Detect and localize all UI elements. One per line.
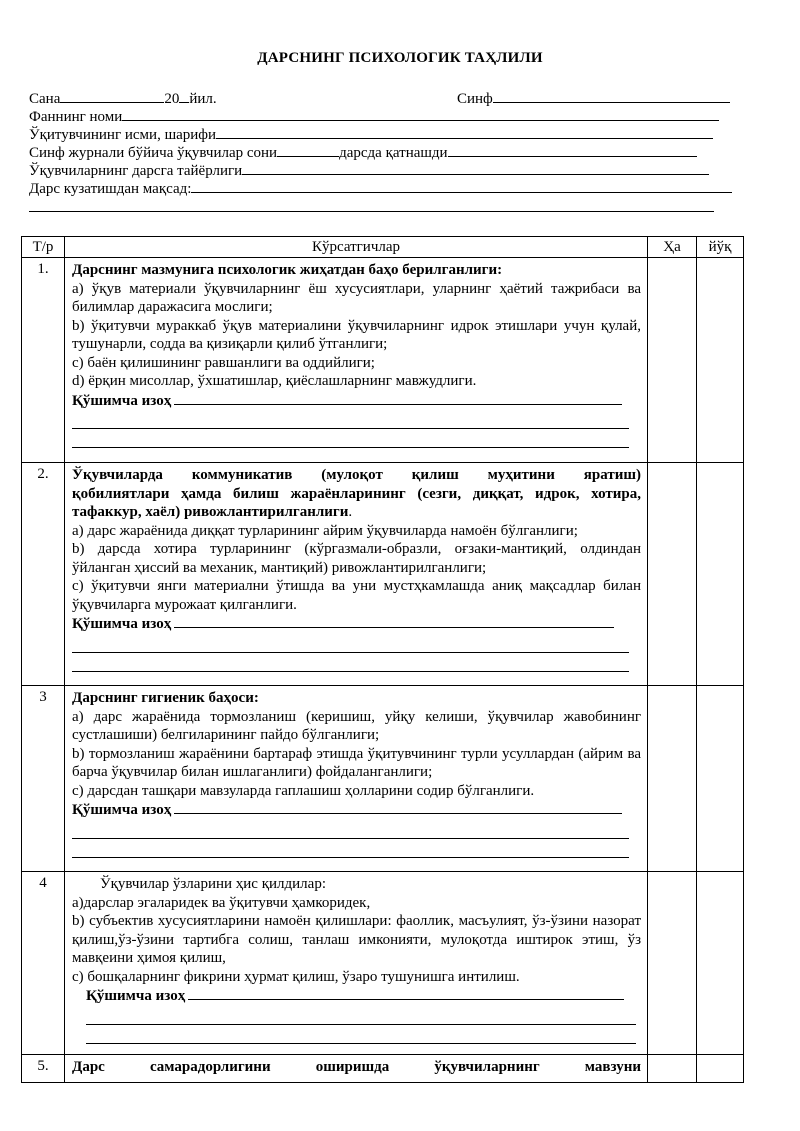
- row-number: 1.: [22, 258, 65, 463]
- note-label: Қўшимча изоҳ: [72, 392, 172, 409]
- year-suffix: йил.: [189, 91, 217, 107]
- indicator-item: а) дарс жараёнида тормозланиш (керишиш, уйқу келиши, ўқувчилар жавобининг сустлашиши) белгиларининг пайдо бўлганлиги;: [72, 708, 641, 743]
- no-cell[interactable]: [697, 872, 744, 1055]
- yes-cell[interactable]: [648, 258, 697, 463]
- indicator-item: b) субъектив хусусиятларини намоён қилишлари: фаоллик, масъулият, ўз-ўзини назорат қилиш,ўз-ўзини тартибга солиш, танлаш имконияти, мулоқотда иштирок этиш, ўз мавқеини ҳимоя қилиш,: [72, 913, 641, 966]
- table-row: [22, 872, 744, 1055]
- note-blank-line[interactable]: [72, 839, 629, 858]
- students-line: [29, 142, 697, 162]
- yes-cell[interactable]: [648, 872, 697, 1055]
- indicator-title: Ўқувчилар ўзларини ҳис қилдилар:: [100, 876, 326, 892]
- table-row: [22, 1055, 744, 1083]
- col-header-yes: Ҳа: [648, 237, 697, 258]
- indicator-item: с) ўқитувчи янги материални ўтишда ва уни мустҳкамлашда аниқ мақсадлар билан ўқувчиларга мурожаат қилганлиги.: [72, 578, 641, 613]
- note-blank-line[interactable]: [72, 653, 629, 672]
- indicator-item: а) ўқув материали ўқувчиларнинг ёш хусусиятлари, уларнинг ҳаётий тажрибаси ва билимлар даражасига мослиги;: [72, 280, 641, 315]
- page-title: ДАРСНИНГ ПСИХОЛОГИК ТАҲЛИЛИ: [257, 50, 543, 66]
- date-label: Сана: [29, 91, 61, 107]
- row-number: 4: [22, 872, 65, 1055]
- note-blank-line[interactable]: [72, 410, 629, 429]
- note-label: Қўшимча изоҳ: [72, 802, 172, 818]
- indicator-item: b) ўқитувчи мураккаб ўқув материалини ўқувчиларнинг идрок этишлари учун қулай, тушунарли, содда ва қизиқарли қилиб ўтганлиги;: [72, 317, 641, 352]
- table-row: [22, 258, 744, 463]
- analysis-table: [21, 236, 744, 1083]
- goal-continuation-line[interactable]: [29, 197, 714, 212]
- year-prefix: 20: [164, 91, 180, 107]
- note-line: [72, 800, 641, 820]
- indicator-cell: [65, 258, 648, 463]
- indicator-item: а)дарслар эгаларидек ва ўқитувчи ҳамкоридек,: [72, 894, 371, 911]
- indicator-item: а) дарс жараёнида диққат турларининг айрим ўқувчиларда намоён бўлганлиги;: [72, 522, 578, 539]
- row-number: 5.: [22, 1055, 65, 1083]
- row-number: 2.: [22, 463, 65, 686]
- students-count-field[interactable]: [277, 142, 339, 157]
- no-cell[interactable]: [697, 1055, 744, 1083]
- col-header-no: йўқ: [697, 237, 744, 258]
- note-line: [72, 391, 641, 411]
- class-label: Синф: [457, 91, 493, 107]
- no-cell[interactable]: [697, 258, 744, 463]
- goal-line: [29, 178, 732, 198]
- note-label: Қўшимча изоҳ: [72, 616, 172, 632]
- col-header-indicators: Кўрсатгичлар: [65, 237, 648, 258]
- indicator-cell: [65, 1055, 648, 1083]
- note-field[interactable]: [174, 391, 622, 405]
- goal-field[interactable]: [191, 178, 732, 193]
- teacher-line: [29, 124, 713, 144]
- yes-cell[interactable]: [648, 1055, 697, 1083]
- indicator-cell: [65, 686, 648, 872]
- class-field[interactable]: [493, 88, 730, 103]
- goal-label: Дарс кузатишдан мақсад:: [29, 181, 192, 197]
- col-header-num: Т/р: [22, 237, 65, 258]
- table-row: [22, 463, 744, 686]
- no-cell[interactable]: [697, 686, 744, 872]
- readiness-field[interactable]: [242, 160, 709, 175]
- yes-cell[interactable]: [648, 686, 697, 872]
- year-field[interactable]: [179, 88, 189, 103]
- table-header-row: [22, 237, 744, 258]
- readiness-line: [29, 160, 709, 180]
- no-cell[interactable]: [697, 463, 744, 686]
- indicator-item: b) дарсда хотира турларининг (кўргазмали-образли, оғзаки-мантиқий, олдиндан ўйланган ҳиссий ва механик, мантиқий) ривожлантирилганлиги;: [72, 541, 641, 576]
- indicator-item: d) ёрқин мисоллар, ўхшатишлар, қиёслашларнинг мавжудлиги.: [72, 373, 477, 389]
- date-line: [29, 88, 217, 108]
- attended-label: дарсда қатнашди: [339, 145, 448, 161]
- attended-field[interactable]: [448, 142, 697, 157]
- indicator-title: Дарснинг мазмунига психологик жиҳатдан баҳо берилганлиги:: [72, 262, 503, 278]
- yes-cell[interactable]: [648, 463, 697, 686]
- title-period: .: [348, 504, 353, 520]
- students-label: Синф журнали бўйича ўқувчилар сони: [29, 145, 278, 161]
- indicator-item: с) баён қилишининг равшанлиги ва оддийлиги;: [72, 354, 375, 371]
- subject-line: [29, 106, 719, 126]
- note-field[interactable]: [174, 800, 622, 814]
- teacher-label: Ўқитувчининг исми, шарифи: [29, 127, 217, 143]
- indicator-title: Ўқувчиларда коммуникатив (мулоқот қилиш муҳитини яратиш): [72, 467, 641, 483]
- note-blank-line[interactable]: [72, 634, 629, 653]
- indicator-item: с) бошқаларнинг фикрини ҳурмат қилиш, ўзаро тушунишга интилиш.: [72, 968, 520, 985]
- subject-field[interactable]: [122, 106, 719, 121]
- note-label: Қўшимча изоҳ: [86, 988, 186, 1004]
- note-line: [72, 614, 641, 634]
- indicator-title-cont: қобилиятлари ҳамда билиш жараёнларининг (сезги, диққат, идрок, хотира, тафаккур, хаёл) ривожлантирилганлиги: [72, 485, 641, 520]
- note-line: [72, 986, 641, 1006]
- indicator-item: b) тормозланиш жараёнини бартараф этишда ўқитувчининг турли усуллардан (айрим ва барча ўқувчилар билан ишлаганлиги) фойдаланганлиги;: [72, 745, 641, 780]
- note-blank-line[interactable]: [72, 820, 629, 839]
- note-field[interactable]: [188, 986, 624, 1000]
- readiness-label: Ўқувчиларнинг дарсга тайёрлиги: [29, 163, 243, 179]
- indicator-cell: [65, 463, 648, 686]
- subject-label: Фаннинг номи: [29, 109, 123, 125]
- teacher-field[interactable]: [216, 124, 713, 139]
- date-field[interactable]: [60, 88, 164, 103]
- indicator-title: Дарснинг гигиеник баҳоси:: [72, 690, 259, 706]
- note-blank-line[interactable]: [72, 429, 629, 448]
- indicator-cell: [65, 872, 648, 1055]
- class-line: [457, 88, 730, 108]
- table-row: [22, 686, 744, 872]
- indicator-title: Дарс самарадорлигини оширишда ўқувчиларнинг мавзуни: [72, 1059, 641, 1075]
- note-field[interactable]: [174, 614, 614, 628]
- indicator-item: с) дарсдан ташқари мавзуларда гаплашиш ҳолларини содир бўлганлиги.: [72, 782, 535, 799]
- note-blank-line[interactable]: [86, 1025, 636, 1044]
- row-number: 3: [22, 686, 65, 872]
- note-blank-line[interactable]: [86, 1006, 636, 1025]
